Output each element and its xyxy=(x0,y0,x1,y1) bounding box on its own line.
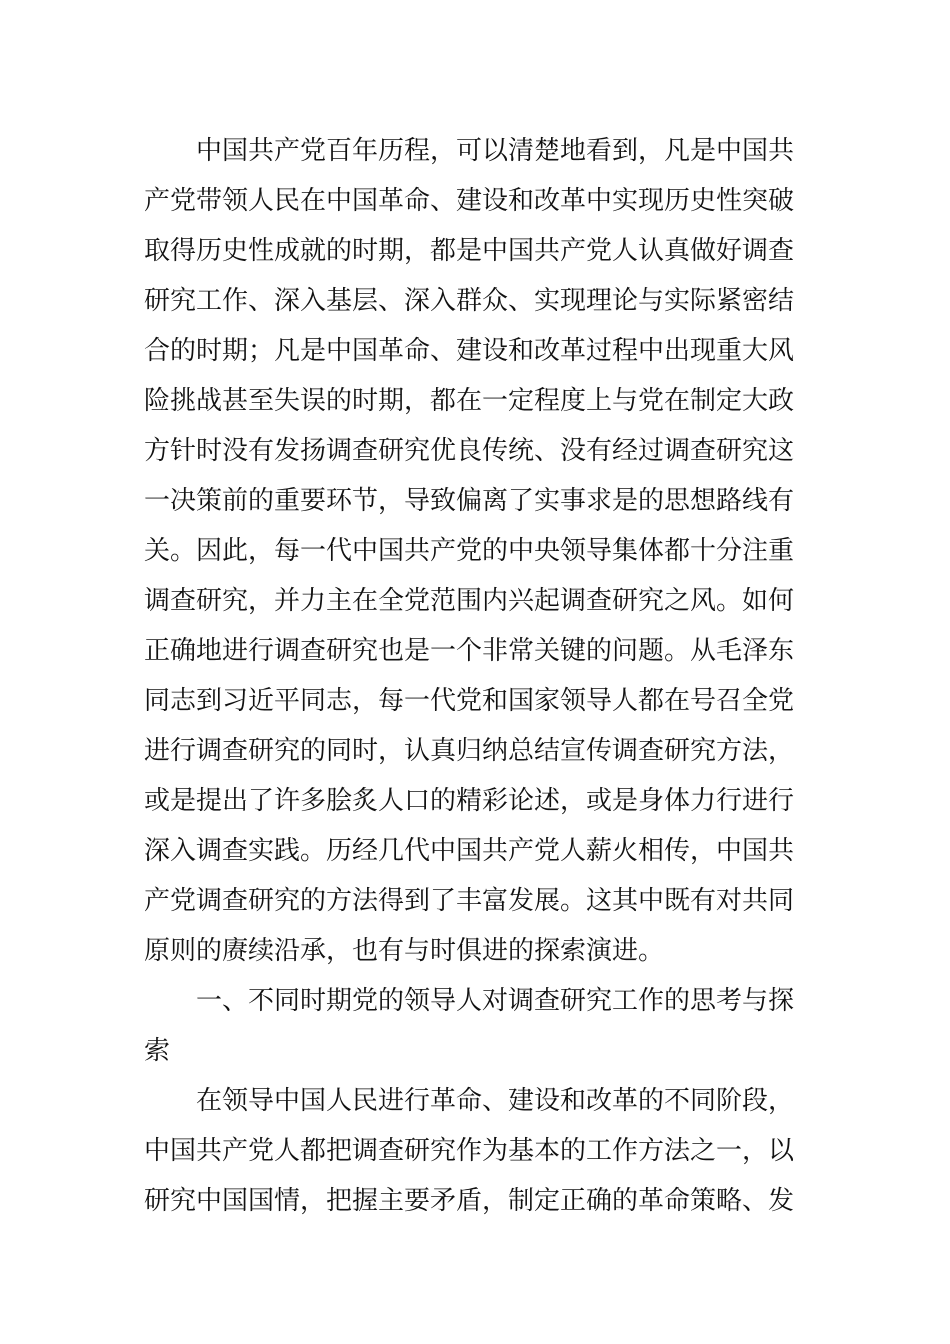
text-line: 中国共产党百年历程，可以清楚地看到，凡是中国共 xyxy=(196,136,795,166)
text-line: 在领导中国人民进行革命、建设和改革的不同阶段， xyxy=(196,1086,795,1116)
text-line: 方针时没有发扬调查研究优良传统、没有经过调查研究这 xyxy=(144,436,795,466)
heading-line: 索 xyxy=(144,1036,171,1066)
text-line: 险挑战甚至失误的时期，都在一定程度上与党在制定大政 xyxy=(144,386,795,416)
text-line: 一决策前的重要环节，导致偏离了实事求是的思想路线有 xyxy=(144,486,795,516)
text-line: 研究工作、深入基层、深入群众、实现理论与实际紧密结 xyxy=(144,286,795,316)
document-body xyxy=(144,126,808,1226)
paragraph-intro xyxy=(144,126,808,976)
text-line: 关。因此，每一代中国共产党的中央领导集体都十分注重 xyxy=(144,536,795,566)
text-line: 产党带领人民在中国革命、建设和改革中实现历史性突破 xyxy=(144,186,795,216)
text-line: 进行调查研究的同时，认真归纳总结宣传调查研究方法， xyxy=(144,736,795,766)
text-line: 同志到习近平同志，每一代党和国家领导人都在号召全党 xyxy=(144,686,795,716)
text-line: 正确地进行调查研究也是一个非常关键的问题。从毛泽东 xyxy=(144,636,795,666)
paragraph-section-1 xyxy=(144,1076,808,1226)
text-line: 深入调查实践。历经几代中国共产党人薪火相传，中国共 xyxy=(144,836,795,866)
text-line: 取得历史性成就的时期，都是中国共产党人认真做好调查 xyxy=(144,236,795,266)
section-heading xyxy=(144,976,808,1076)
text-line: 合的时期；凡是中国革命、建设和改革过程中出现重大风 xyxy=(144,336,795,366)
text-line: 调查研究，并力主在全党范围内兴起调查研究之风。如何 xyxy=(144,586,795,616)
text-line: 原则的赓续沿承，也有与时俱进的探索演进。 xyxy=(144,936,665,966)
text-line: 研究中国国情，把握主要矛盾，制定正确的革命策略、发 xyxy=(144,1186,795,1216)
text-line: 产党调查研究的方法得到了丰富发展。这其中既有对共同 xyxy=(144,886,795,916)
heading-line: 一、不同时期党的领导人对调查研究工作的思考与探 xyxy=(196,986,795,1016)
text-line: 中国共产党人都把调查研究作为基本的工作方法之一，以 xyxy=(144,1136,795,1166)
text-line: 或是提出了许多脍炙人口的精彩论述，或是身体力行进行 xyxy=(144,786,795,816)
